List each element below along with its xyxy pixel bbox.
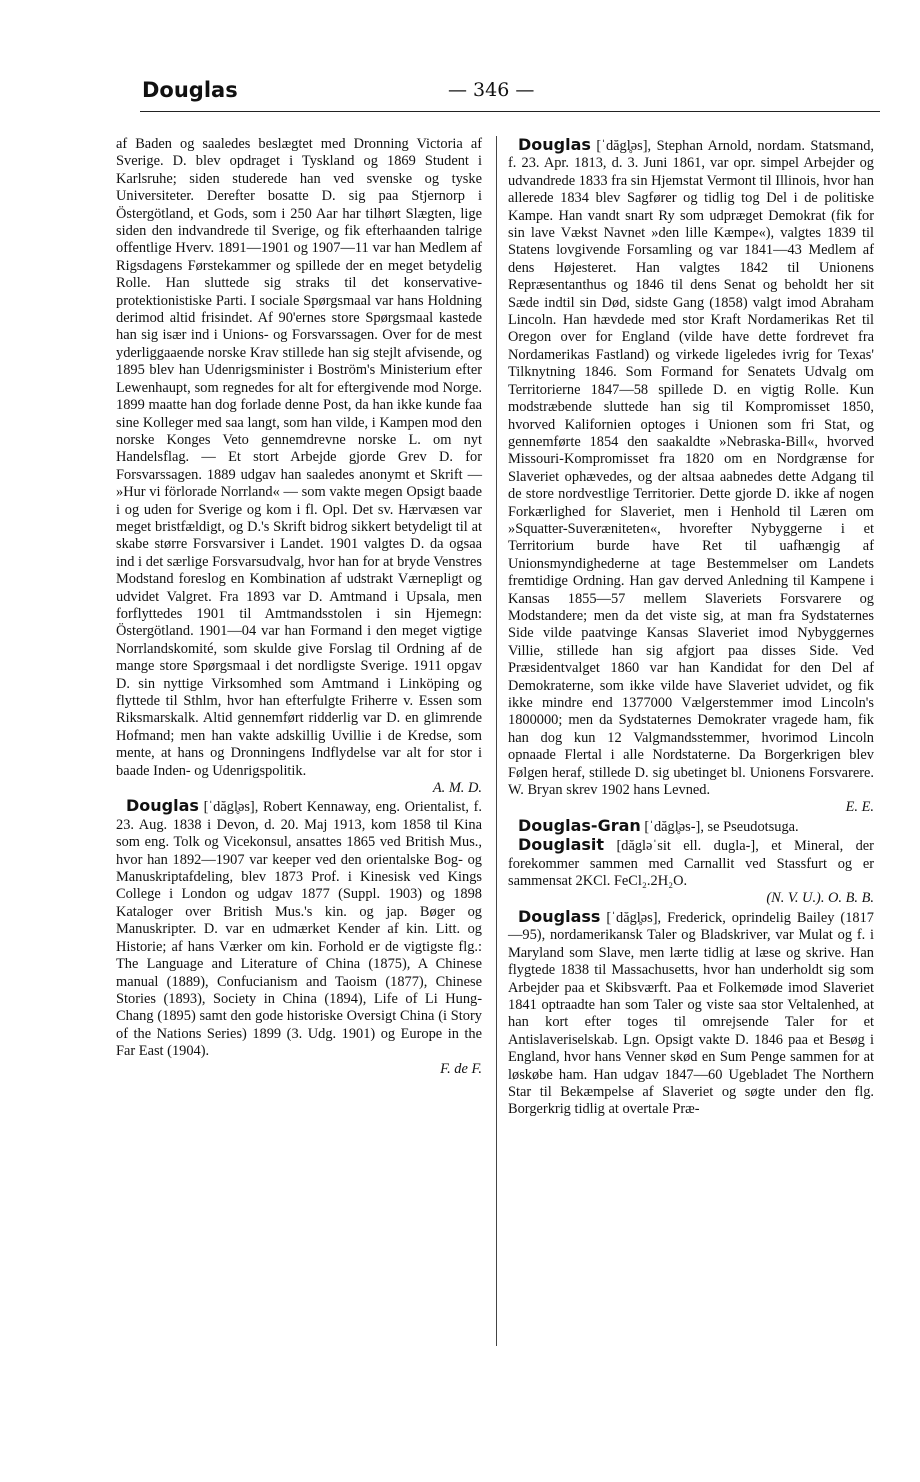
- running-head: Douglas: [142, 78, 238, 102]
- continuation-text: af Baden og saaledes beslægtet med Dronning Victoria af Sverige. D. blev opdraget i Tyskland og 1869 Student i Karlsruhe; siden studerede han ved svenske og tyske Universiteter. Derefter bosatte D. sig paa Stjernorp i Östergötland, et Gods, som i 250 Aar har tilhørt Slægten, lige siden den indvandrede til Sverige, og fik efterhaanden talrige offentlige Hverv. 1891—1901 og 1907—11 var han Medlem af Rigsdagens Førstekammer og spillede der en meget betydelig Rolle. Han sluttede sig straks til det konservative-protektionistiske Parti. I sociale Spørgsmaal var hans Holdning derimod altid frisindet. Af 90'ernes store Spørgsmaal kastede han sig især ind i Unions- og Forsvarssagen. Over for de mest yderliggaaende norske Krav stillede han sig stejlt afvisende, og 1895 blev han Udenrigsminister i Boström's Ministerium efter Lewenhaupt, som regnedes for alt for eftergivende mod Norge. 1899 maatte han dog forlade denne Post, da han ikke kunde faa sine Kolleger med saa langt, som han vilde, i Kampen mod den norske Konges Veto gennemdrevne norske L. om nyt Handelsflag. — Et stort Arbejde gjorde Grev D. for Forsvarssagen. 1889 udgav han saaledes anonymt et Skrift — »Hur vi förlorade Norrland« — som vakte megen Opsigt baade i og uden for Sverige og kom i fl. Opl. Det sv. Hærvæsen var meget bristfældigt, og D.'s Skrift bidrog sikkert betydeligt til at skabe større Forsvarsiver i Landet. 1901 valgtes D. da ogsaa ind i det særlige Forsvarsudvalg, hvor han for at bryde Venstres Modstand foreslog en Kombination af udstrakt Værnepligt og udvidet Valgret. Fra 1893 var D. Amtmand i Upsala, men forflyttedes 1901 til Amtmandsstolen i sin Hjemegn: Östergötland. 1901—04 var han Formand i den meget vigtige Norrlandskomité, som skulde give Forslag til Ordning af de mange store Spørgsmaal i det nordligste Sverige. 1911 opgav D. sin nyttige Virksomhed som Amtmand i Linköping og flyttede til Sthlm, hvor han efterfulgte Friherre v. Essen som Riksmarskalk. Altid gennemført ridderlig var D. en glimrende Hofmand; men han vakte adskillig Uvillie i de Kredse, som mente, at hans og Dronningens Indflydelse var alt for stor i baade Inden- og Udenrigspolitik.: [116, 136, 482, 779]
- continuation-entry: [116, 136, 482, 797]
- header-rule: [140, 111, 880, 112]
- continuation-signature: A. M. D.: [432, 780, 482, 797]
- entry-headword: Douglass: [518, 906, 601, 926]
- entry-headword: Douglas: [518, 135, 591, 154]
- entry-body: [dăgləˈsit ell. dugla-], et Mineral, der forekommer sammen med Carnallit ved Stassfurt og er sammensat 2KCl. FeCl₂.2H₂O.: [508, 838, 874, 890]
- left-column: [116, 136, 482, 1078]
- column-divider: [496, 136, 497, 1346]
- entry-signature: F. de F.: [440, 1060, 482, 1077]
- page-number: — 346 —: [448, 79, 535, 101]
- entry-stephen-douglas: [508, 136, 874, 817]
- entry-headword: Douglas: [126, 796, 199, 816]
- right-column: [508, 136, 874, 1119]
- entry-body: [ˈdăgl̥əs], Robert Kennaway, eng. Orientalist, f. 23. Aug. 1838 i Devon, d. 20. Maj 1913, kom 1858 til Kina som eng. Tolk og Vicekonsul, ansattes 1865 ved British Mus., hvor han 1892—1907 var keeper ved den orientalske Bog- og Manuskriptafdeling, blev 1873 Prof. i Kinesisk ved Kings College i London og udgav 1877 (Suppl. 1903) og 1898 Kataloger over British Mus.'s kin. og jap. Bøger og Manuskripter. D. var en udmærket Kender af kin. Litt. og Historie; af hans Værker om kin. Forhold er de vigtigste flg.: The Language and Literature of China (1875), A Chinese manual (1889), Confucianism and Taoism (1877), Chinese Stories (1893), Society in China (1894), Life of Li Hung-Chang (1895) samt den gode historiske Oversigt China (i Story of the Nations Series) 1899 (3. Udg. 1901) og Europe in the Far East (1904).: [116, 799, 482, 1060]
- entry-frederick-douglass: [508, 908, 874, 1119]
- entry-signature: E. E.: [845, 799, 874, 816]
- entry-body: [ˈdăgl̥əs], Frederick, oprindelig Bailey (1817—95), nordamerikansk Taler og Bladskriver, var Mulat og f. i Maryland som Slave, men lærte tidlig at læse og skrive. Han flygtede 1838 til Massachusetts, hvor han underholdt sig som Arbejder paa et Skibsværft. Paa et Folkemøde imod Slaveriet 1841 optraadte han som Taler og viste saa stor Veltalenhed, at han kort efter toges til omrejsende Taler for et Antislaveriselskab. Lgn. Opsigt vakte D. 1846 paa et Besøg i England, hvor hans Venner skød en Sum Penge sammen for at løskøbe ham. Han udgav 1847—60 Ugebladet The Northern Star til Bekæmpelse af Slaveriet og søgte under den flg. Borgerkrig tidlig at overtale Præ-: [508, 909, 874, 1118]
- entry-headword: Douglasit: [518, 835, 605, 855]
- entry-douglasit: [508, 836, 874, 908]
- page-header: [0, 78, 920, 112]
- entry-signature: (N. V. U.). O. B. B.: [766, 890, 874, 907]
- entry-body: [ˈdăgl̥əs], Stephan Arnold, nordam. Statsmand, f. 23. Apr. 1813, d. 3. Juni 1861, var opr. simpel Arbejder og udvandrede 1833 fra sin Hjemstat Vermont til Illinois, hvor han allerede 1834 blev Sagfører og tidlig tog Del i de politiske Kampe. Han vandt snart Ry som udpræget Demokrat (fik for sin lave Vækst Navnet »den lille Kæmpe«), valgtes 1839 til Statens lovgivende Forsamling og var 1841—43 Medlem af dens Højesteret. Han valgtes 1842 til Unionens Repræsentanthus og 1846 til dens Senat og beholdt her sit Sæde indtil sin Død, sidste Gang (1858) valgt imod Abraham Lincoln. Han hævdede med stor Kraft Nordamerikas Ret til Oregon over for England (vilde have dette fordrevet fra Nordamerikas Fastland) og virkede ligeledes ivrig for Texas' Tilknytning 1846. Som Formand for Senatets Udvalg om Territorierne 1847—58 spillede D. en vigtig Rolle. Kun modstræbende sluttede han sig til Kompromisset 1850, hvorved Kalifornien optoges i Unionen som fri Stat, og gennemførte 1854 den saakaldte »Nebraska-Bill«, hvorved Missouri-Kompromisset fra 1820 om en Nordgrænse for Slaveriet ophævedes, og der altsaa aabnedes dette Adgang til de store nordvestlige Territorier. Dette gjorde D. ikke af nogen Forkærlighed for Slaveriet, men i Henhold til Læren om »Squatter-Suveræniteten«, hvorefter Nybyggerne i et Territorium burde have Ret til uafhængig af Unionsmyndighederne at tage Bestemmelser om Landets fremtidige Ordning. Han gav derved Anledning til Kampene i Kansas 1855—57 mellem Slaveriets Forsvarere og Modstandere; men da det viste sig, at man fra Sydstaternes Side vilde paatvinge Kansas Slaveriet imod Nybyggernes Villie, stillede han sig afgjort paa disses Side. Ved Præsidentvalget 1860 var han Kandidat for den Del af Demokraterne, som ikke vilde have Slaveriet udvidet, og fik ikke mindre end 1377000 Vælgerstemmer imod Lincoln's 1800000; men da Sydstaternes Demokrater vragede ham, fik han dog kun 12 Valgmandsstemmer, hvorimod Lincoln opnaade Flertal i alle Nordstaterne. Da Borgerkrigen blev Følgen heraf, stillede D. sig ubetinget bl. Unionens Forsvarere. W. Bryan skrev 1902 hans Levned.: [508, 138, 874, 799]
- entry-robert-douglas: [116, 797, 482, 1078]
- entry-douglas-gran: [508, 817, 874, 836]
- entry-body: [ˈdăgl̥əs-], se Pseudotsuga.: [644, 818, 799, 835]
- entry-headword: Douglas-Gran: [518, 815, 641, 835]
